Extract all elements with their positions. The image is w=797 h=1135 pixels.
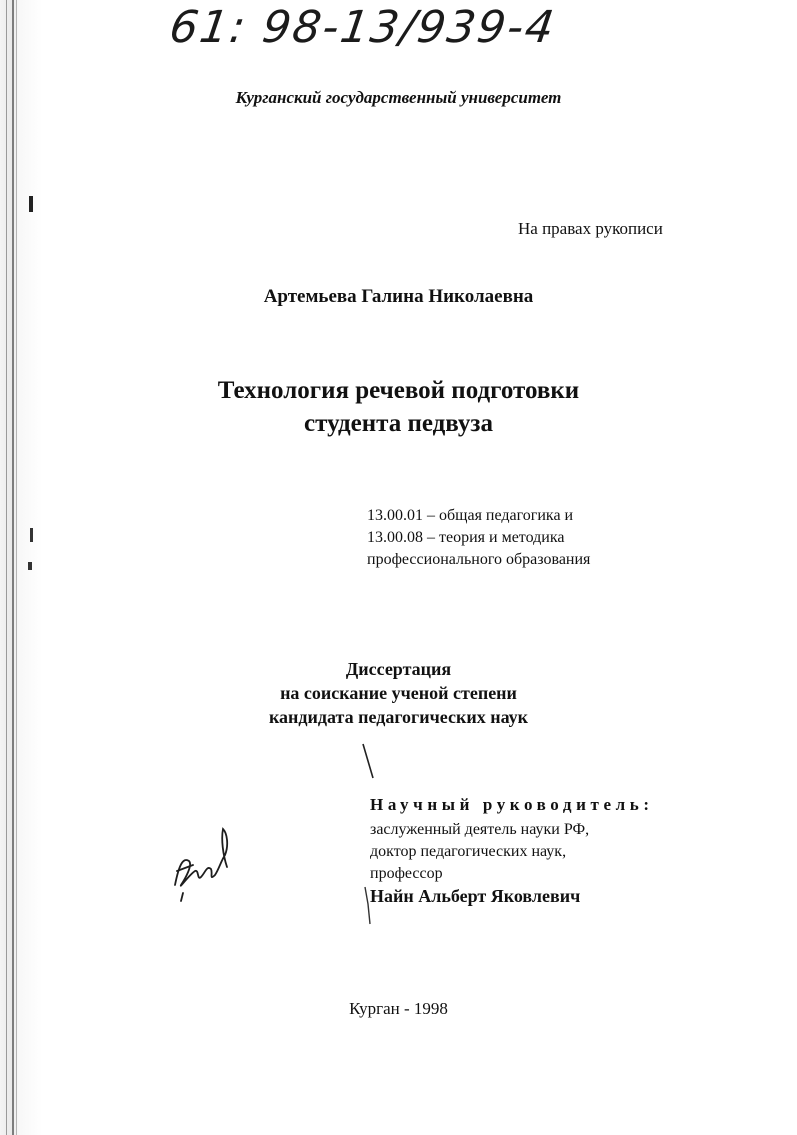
scan-edge-line — [16, 0, 17, 1135]
supervisor-heading: Научный руководитель: — [370, 795, 654, 814]
supervisor-name: Найн Альберт Яковлевич — [370, 886, 581, 906]
dissertation-heading: Диссертация — [345, 659, 452, 679]
supervisor-title-line: доктор педагогических наук, — [370, 843, 567, 860]
author-name: Артемьева Галина Николаевна — [263, 286, 534, 307]
scan-edge-line — [6, 0, 7, 1135]
thesis-title-line-2: студента педвуза — [304, 410, 493, 437]
specialty-line: 13.00.08 – теория и методика — [367, 529, 565, 546]
handwritten-archive-code: 61: 98-13/939-4 — [166, 2, 559, 53]
pen-stroke — [362, 884, 376, 928]
supervisor-title-line: заслуженный деятель науки РФ, — [370, 821, 590, 838]
specialty-line: профессионального образования — [367, 551, 591, 568]
city-year: Курган - 1998 — [349, 999, 448, 1018]
handwritten-signature — [165, 815, 245, 905]
supervisor-title-line: профессор — [370, 865, 443, 882]
university-name: Курганский государственный университет — [235, 88, 562, 107]
thesis-title-line-1: Технология речевой подготовки — [217, 377, 580, 404]
scan-edge-mark — [30, 528, 33, 542]
specialty-line: 13.00.01 – общая педагогика и — [367, 507, 574, 524]
degree-line: кандидата педагогических наук — [268, 707, 529, 727]
pen-stroke — [360, 742, 380, 782]
scan-edge-mark — [28, 562, 32, 570]
scan-edge-line — [12, 0, 14, 1135]
rights-note: На правах рукописи — [518, 219, 663, 238]
scan-edge-mark — [29, 196, 33, 212]
degree-line: на соискание ученой степени — [280, 683, 517, 703]
